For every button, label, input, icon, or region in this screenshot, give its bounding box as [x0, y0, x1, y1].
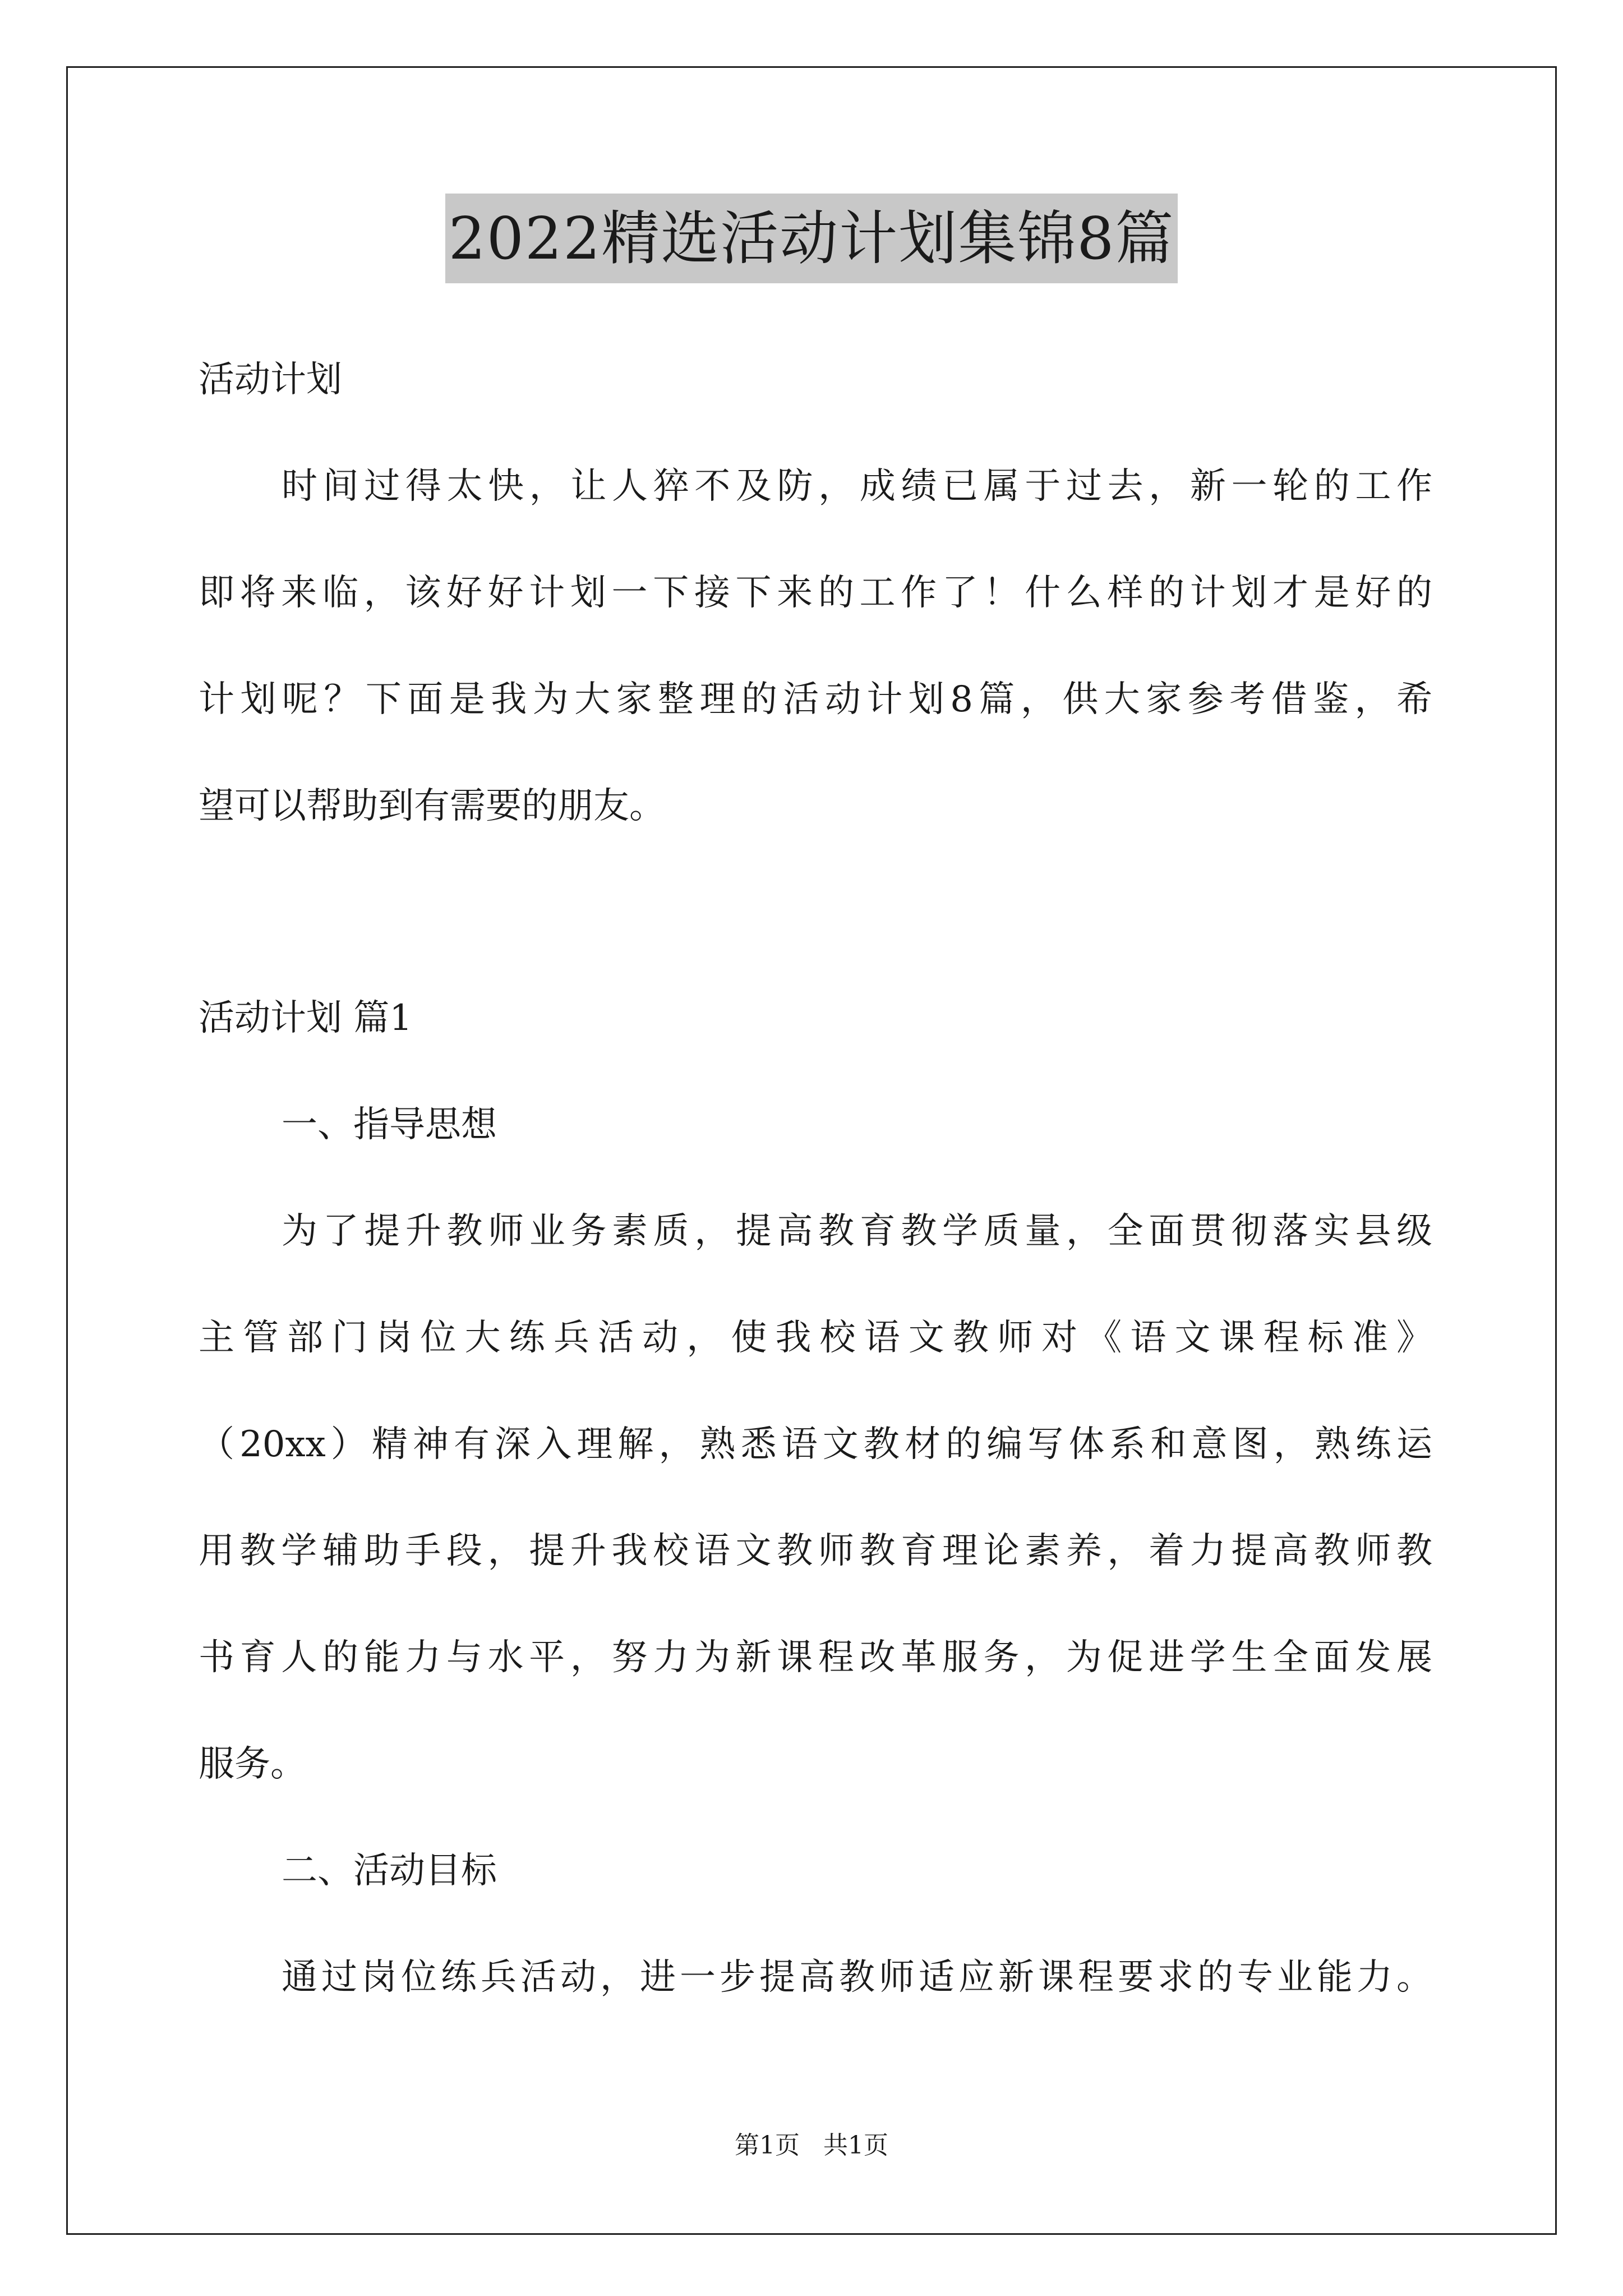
paragraph-line: 用教学辅助手段，提升我校语文教师教育理论素养，着力提高教师教 [199, 1530, 1432, 1572]
section-heading: 活动计划 [199, 359, 342, 401]
paragraph-line: 主管部门岗位大练兵活动，使我校语文教师对《语文课程标准》 [199, 1317, 1432, 1359]
paragraph-line: 即将来临，该好好计划一下接下来的工作了！什么样的计划才是好的 [199, 572, 1432, 614]
document-title: 2022精选活动计划集锦8篇 [445, 194, 1178, 283]
paragraph-line: 服务。 [199, 1743, 306, 1785]
paragraph-line: 时间过得太快，让人猝不及防，成绩已属于过去，新一轮的工作 [282, 466, 1432, 507]
paragraph-line: 望可以帮助到有需要的朋友。 [199, 785, 665, 827]
paragraph-line: （20xx）精神有深入理解，熟悉语文教材的编写体系和意图，熟练运 [199, 1424, 1432, 1465]
paragraph-line: 书育人的能力与水平，努力为新课程改革服务，为促进学生全面发展 [199, 1637, 1432, 1678]
subsection-heading: 一、指导思想 [282, 1104, 497, 1145]
page-footer: 第1页 共1页 [735, 2131, 888, 2160]
section-heading: 活动计划 篇1 [199, 997, 413, 1039]
paragraph-line: 通过岗位练兵活动，进一步提高教师适应新课程要求的专业能力。 [282, 1957, 1432, 1998]
title-container [0, 194, 1623, 283]
subsection-heading: 二、活动目标 [282, 1850, 497, 1892]
paragraph-line: 计划呢？下面是我为大家整理的活动计划8篇，供大家参考借鉴，希 [199, 679, 1432, 720]
paragraph-line: 为了提升教师业务素质，提高教育教学质量，全面贯彻落实县级 [282, 1211, 1432, 1252]
